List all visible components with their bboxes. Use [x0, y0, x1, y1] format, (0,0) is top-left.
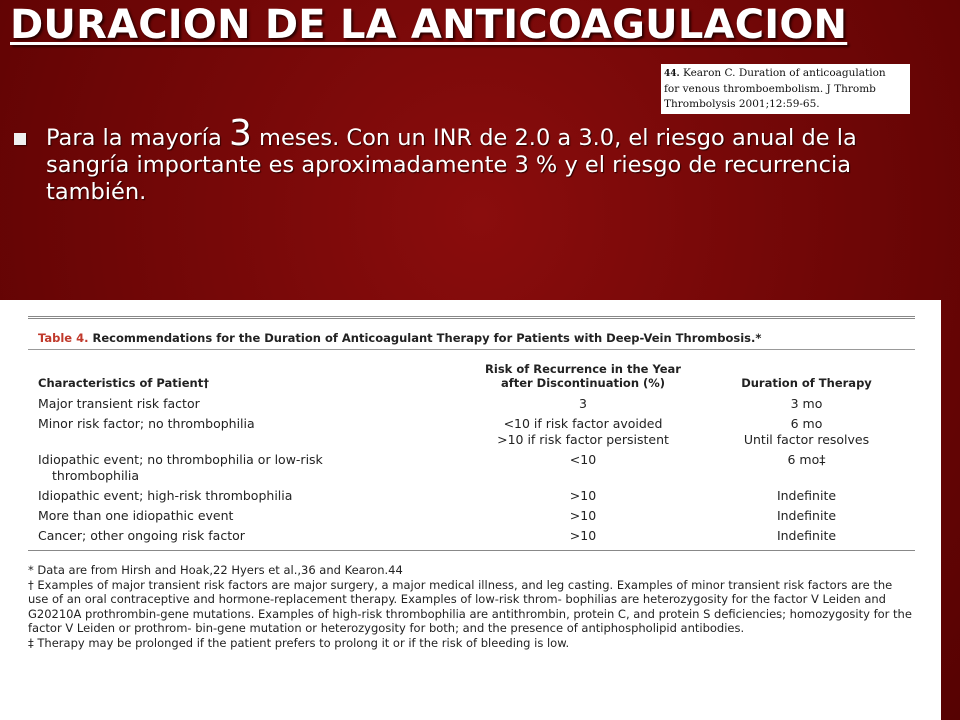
cell-risk-line: >10 — [569, 488, 597, 503]
recommendations-table — [28, 316, 915, 650]
reference-line-2: for venous thromboembolism. J Thromb — [664, 83, 876, 95]
cell-duration — [708, 452, 905, 484]
cell-risk — [458, 528, 708, 544]
reference-line-1: Kearon C. Duration of anticoagulation — [683, 67, 886, 79]
table-row — [28, 394, 915, 414]
cell-characteristic — [38, 508, 458, 524]
cell-duration-line: Indefinite — [776, 528, 837, 543]
cell-duration-line: Until factor resolves — [743, 432, 870, 447]
table-body — [28, 394, 915, 546]
cell-characteristic-line: Idiopathic event; high-risk thrombophilia — [38, 488, 293, 503]
cell-duration-line: 3 mo — [790, 396, 823, 411]
col-header-risk-line2: after Discontinuation (%) — [500, 376, 666, 390]
bullet-text — [46, 113, 934, 206]
table-row — [28, 450, 915, 486]
bullet-big-number: 3 — [228, 113, 252, 154]
cell-duration — [708, 528, 905, 544]
cell-duration — [708, 396, 905, 412]
table-row — [28, 486, 915, 506]
cell-duration — [708, 416, 905, 448]
reference-number: 44. — [664, 69, 680, 79]
cell-characteristic-line: Cancer; other ongoing risk factor — [38, 528, 245, 543]
bullet-square-icon — [14, 133, 26, 145]
table-caption-text: Recommendations for the Duration of Anticoagulant Therapy for Patients with Deep-Vein Thrombosis.* — [92, 331, 762, 345]
table-row — [28, 526, 915, 546]
table-footnotes — [28, 551, 915, 650]
reference-line-3: Thrombolysis 2001;12:59-65. — [664, 98, 820, 110]
col-header-duration: Duration of Therapy — [741, 376, 872, 390]
cell-duration-line: Indefinite — [776, 508, 837, 523]
cell-risk — [458, 508, 708, 524]
cell-characteristic — [38, 452, 458, 484]
cell-duration-line: 6 mo — [790, 416, 823, 431]
cell-characteristic — [38, 488, 458, 504]
cell-characteristic-line: Idiopathic event; no thrombophilia or low-risk — [38, 452, 323, 467]
cell-characteristic — [38, 416, 458, 448]
cell-risk-line: >10 if risk factor persistent — [497, 432, 669, 447]
cell-risk — [458, 488, 708, 504]
cell-risk — [458, 396, 708, 412]
table-caption — [28, 316, 915, 350]
bullet-text-start: Para la mayoría — [46, 125, 229, 151]
cell-duration — [708, 488, 905, 504]
cell-duration-line: 6 mo‡ — [787, 452, 826, 467]
cell-risk-line: >10 — [569, 528, 597, 543]
col-header-risk-line1: Risk of Recurrence in the Year — [485, 362, 681, 376]
table-image-panel — [0, 300, 941, 720]
slide-title: DURACION DE LA ANTICOAGULACION — [10, 2, 848, 48]
footnote: † Examples of major transient risk factors are major surgery, a major medical illness, and leg casting. Examples of minor transient risk factors are the use of an oral contraceptive and hormone-replacement therapy. Examples of low-risk throm- bophilias are heterozygosity for the factor V Leiden and G20210A prothrombin-gene mutations. Examples of high-risk thrombophilia are antithrombin, protein C, and protein S deficiencies; homozygosity for the factor V Leiden or prothrom- bin-gene mutation or heterozygosity for both; and the presence of antiphospholipid antibodies. — [28, 577, 912, 635]
cell-risk-line: 3 — [579, 396, 587, 411]
cell-characteristic — [38, 396, 458, 412]
cell-risk-line: <10 — [569, 452, 597, 467]
bullet-text-end: meses. Con un INR de 2.0 a 3.0, el riesgo anual de la sangría importante es aproximadamente 3 % y el riesgo de recurrencia también. — [46, 125, 857, 205]
col-header-risk — [458, 362, 708, 390]
cell-risk — [458, 452, 708, 484]
cell-characteristic-line: Minor risk factor; no thrombophilia — [38, 416, 255, 431]
table-row — [28, 414, 915, 450]
table-row — [28, 506, 915, 526]
footnote: ‡ Therapy may be prolonged if the patient prefers to prolong it or if the risk of bleeding is low. — [28, 635, 570, 650]
cell-risk — [458, 416, 708, 448]
cell-risk-line: <10 if risk factor avoided — [503, 416, 663, 431]
cell-characteristic — [38, 528, 458, 544]
reference-citation — [661, 64, 910, 114]
table-header-row — [28, 350, 915, 394]
cell-characteristic-line: Major transient risk factor — [38, 396, 200, 411]
cell-duration-line: Indefinite — [776, 488, 837, 503]
footnote: * Data are from Hirsh and Hoak,22 Hyers et al.,36 and Kearon.44 — [28, 563, 403, 577]
cell-risk-line: >10 — [569, 508, 597, 523]
table-number: Table 4. — [38, 331, 89, 345]
bullet-point — [14, 113, 934, 206]
cell-duration — [708, 508, 905, 524]
col-header-characteristics: Characteristics of Patient† — [38, 376, 209, 390]
cell-characteristic-line: thrombophilia — [52, 468, 140, 483]
cell-characteristic-line: More than one idiopathic event — [38, 508, 234, 523]
